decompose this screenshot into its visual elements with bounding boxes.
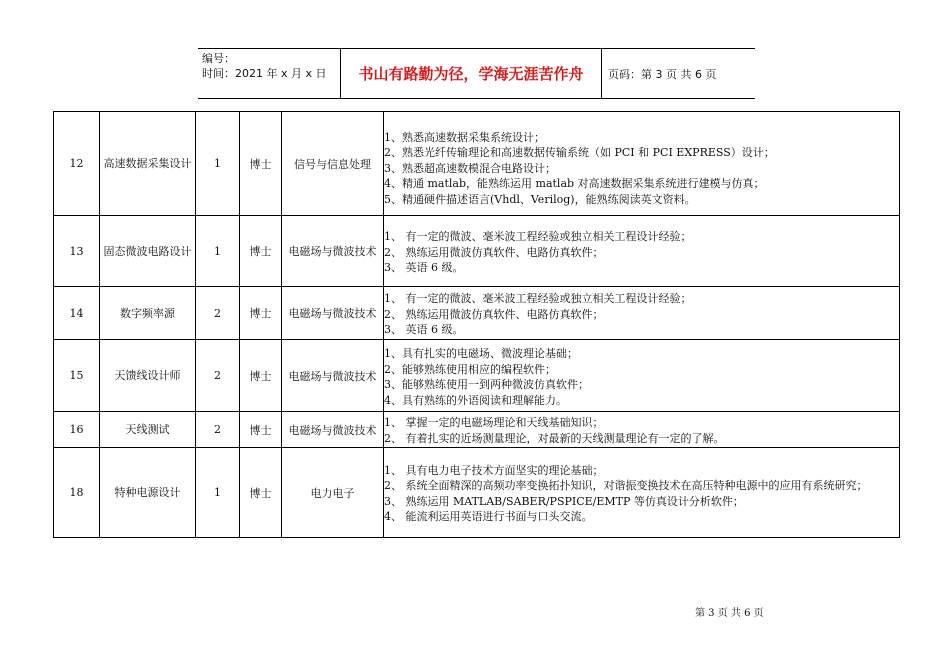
headcount: 2 — [196, 287, 240, 340]
doc-time-label: 时间：2021 年 x 月 x 日 — [202, 67, 327, 80]
requirement-line: 1、 掌握一定的电磁场理论和天线基础知识； — [384, 416, 604, 429]
degree: 博士 — [240, 412, 282, 448]
header-motto: 书山有路勤为径，学海无涯苦作舟 — [340, 49, 602, 98]
headcount: 2 — [196, 412, 240, 448]
requirement-line: 2、能够熟练使用相应的编程软件； — [384, 362, 556, 376]
requirement-line: 1、 具有电力电子技术方面坚实的理论基础； — [384, 463, 604, 477]
requirement-line: 1、 有一定的微波、毫米波工程经验或独立相关工程设计经验； — [384, 292, 692, 306]
requirement-line: 3、 英语 6 级。 — [384, 261, 464, 275]
table-row — [54, 340, 900, 412]
requirements — [384, 112, 900, 216]
requirement-line: 5、精通硬件描述语言(Vhdl、Verilog)，能熟练阅读英文资料。 — [384, 192, 696, 206]
doc-number-label: 编号： — [202, 52, 235, 65]
headcount: 1 — [196, 216, 240, 287]
requirement-line: 3、能够熟练使用一到两种微波仿真软件； — [384, 378, 589, 391]
major: 电磁场与微波技术 — [282, 287, 384, 340]
row-number: 16 — [54, 412, 100, 448]
position-name: 固态微波电路设计 — [100, 216, 196, 287]
requirement-line: 4、精通 matlab，能熟练运用 matlab 对高速数据采集系统进行建模与仿真； — [384, 177, 765, 191]
requirement-line: 2、 有着扎实的近场测量理论，对最新的天线测量理论有一定的了解。 — [384, 431, 725, 445]
requirements — [384, 412, 900, 448]
degree: 博士 — [240, 448, 282, 538]
degree: 博士 — [240, 340, 282, 412]
requirement-line: 2、 系统全面精深的高频功率变换拓扑知识，对谐振变换技术在高压特种电源中的应用有系统研究； — [384, 479, 868, 492]
table-row — [54, 287, 900, 340]
row-number: 12 — [54, 112, 100, 216]
position-name: 天线测试 — [100, 412, 196, 448]
requirement-line: 1、熟悉高速数据采集系统设计； — [384, 130, 545, 144]
requirement-line: 3、 熟练运用 MATLAB/SABER/PSPICE/EMTP 等仿真设计分析软件； — [384, 494, 744, 508]
position-name: 天馈线设计师 — [100, 340, 196, 412]
row-number: 15 — [54, 340, 100, 412]
position-name: 数字频率源 — [100, 287, 196, 340]
table-row — [54, 448, 900, 538]
table-row — [54, 216, 900, 287]
degree: 博士 — [240, 112, 282, 216]
headcount: 2 — [196, 340, 240, 412]
requirements — [384, 216, 900, 287]
requirements — [384, 340, 900, 412]
row-number: 13 — [54, 216, 100, 287]
major: 电磁场与微波技术 — [282, 340, 384, 412]
requirement-line: 3、熟悉超高速数模混合电路设计； — [384, 161, 556, 175]
row-number: 18 — [54, 448, 100, 538]
requirement-line: 1、 有一定的微波、毫米波工程经验或独立相关工程设计经验； — [384, 230, 692, 244]
row-number: 14 — [54, 287, 100, 340]
requirements — [384, 287, 900, 340]
page-footer: 第 3 页 共 6 页 — [695, 608, 764, 619]
job-requirements-table — [53, 111, 900, 538]
table-row — [54, 412, 900, 448]
requirement-line: 2、 熟练运用微波仿真软件、电路仿真软件； — [384, 307, 604, 321]
page-header — [198, 48, 755, 99]
requirement-line: 2、熟悉光纤传输理论和高速数据传输系统（如 PCI 和 PCI EXPRESS）设计； — [384, 146, 775, 160]
position-name: 高速数据采集设计 — [100, 112, 196, 216]
requirement-line: 4、 能流利运用英语进行书面与口头交流。 — [384, 510, 593, 523]
position-name: 特种电源设计 — [100, 448, 196, 538]
headcount: 1 — [196, 112, 240, 216]
requirement-line: 4、具有熟练的外语阅读和理解能力。 — [384, 393, 567, 407]
major: 电磁场与微波技术 — [282, 216, 384, 287]
major: 信号与信息处理 — [282, 112, 384, 216]
major: 电磁场与微波技术 — [282, 412, 384, 448]
header-info — [198, 49, 340, 98]
table-row — [54, 112, 900, 216]
requirement-line: 2、 熟练运用微波仿真软件、电路仿真软件； — [384, 245, 604, 259]
major: 电力电子 — [282, 448, 384, 538]
requirements — [384, 448, 900, 538]
requirement-line: 1、具有扎实的电磁场、微波理论基础； — [384, 347, 578, 360]
degree: 博士 — [240, 216, 282, 287]
requirement-line: 3、 英语 6 级。 — [384, 323, 464, 337]
headcount: 1 — [196, 448, 240, 538]
degree: 博士 — [240, 287, 282, 340]
header-page-code: 页码：第 3 页 共 6 页 — [608, 67, 717, 81]
